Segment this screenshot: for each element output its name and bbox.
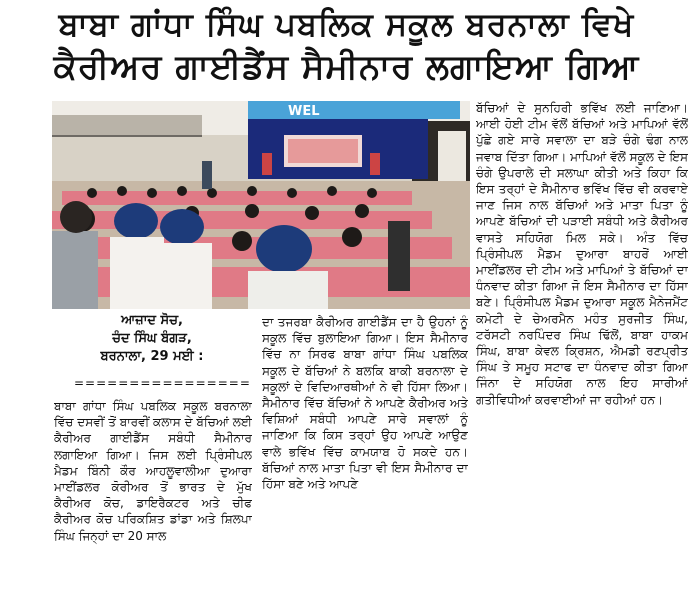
turban-3 [256,225,312,273]
banner-text: WEL [288,104,320,119]
article-text-3: ਬੱਚਿਆਂ ਦੇ ਸੁਨਹਿਰੀ ਭਵਿੱਖ ਲਈ ਜਾਣਿਆ। ਆਈ ਹੋਈ ਟੀਮ ਵੱਲੋਂ ਬੱਚਿਆਂ ਅਤੇ ਮਾਪਿਆਂ ਵੱਲੋਂ ਪੁੱਛੇ ਗਏ ਸਾਰੇ ਸਵਾਲਾ ਦਾ ਬੜੇ ਚੰਗੇ ਢੰਗ ਨਾਲ ਜਵਾਬ ਦਿੱਤਾ ਗਿਆ। ਮਾਪਿਆਂ ਵੱਲੋਂ ਸਕੂਲ ਦੇ ਇਸ ਚੰਗੇ ਉਪਰਾਲੇ ਦੀ ਸਲਾਘਾ ਕੀਤੀ ਅਤੇ ਕਿਹਾ ਕਿ ਇਸ ਤਰ੍ਹਾਂ ਦੇ ਸੈਮੀਨਾਰ ਭਵਿੱਖ ਵਿੱਚ ਵੀ ਕਰਵਾਏ ਜਾਣ ਜਿਸ ਨਾਲ ਬੱਚਿਆਂ ਅਤੇ ਮਾਤਾ ਪਿਤਾ ਨੂੰ ਆਪਣੇ ਬੱਚਿਆਂ ਦੀ ਪੜਾਈ ਸਬੰਧੀ ਅਤੇ ਕੈਰੀਅਰ ਵਾਸਤੇ ਸਹਿਯੋਗ ਮਿਲ ਸਕੇ। ਅੰਤ ਵਿੱਚ ਪ੍ਰਿੰਸੀਪਲ ਮੈਡਮ ਦੁਆਰਾ ਬਾਹਰੋਂ ਆਈ ਮਾਈਂਡਲਰ ਦੀ ਟੀਮ ਅਤੇ ਮਾਪਿਆਂ ਤੇ ਬੱਚਿਆਂ ਦਾ ਧੰਨਵਾਦ ਕੀਤਾ ਗਿਆ ਜੋ ਇਸ ਸੈਮੀਨਾਰ ਦਾ ਹਿੱਸਾ ਬਣੇ। ਪ੍ਰਿੰਸੀਪਲ ਮੈਡਮ ਦੁਆਰਾ ਸਕੂਲ ਮੈਨੇਜਮੈਂਟ ਕਮੇਟੀ ਦੇ ਚੇਅਰਮੈਨ ਮਹੰਤ ਸੁਰਜੀਤ ਸਿੰਘ, ਟਰੱਸਟੀ ਨਰਪਿੰਦਰ ਸਿੰਘ ਢਿੱਲੋਂ, ਬਾਬਾ ਹਾਕਮ ਸਿੰਘ, ਬਾਬਾ ਕੇਵਲ ਕ੍ਰਿਸ਼ਨ, ਐਮਡੀ ਰਣਪ੍ਰੀਤ ਸਿੰਘ ਤੇ ਸਮੂਹ ਸਟਾਫ ਦਾ ਧੰਨਵਾਦ ਕੀਤਾ ਗਿਆ ਜਿੰਨਾ ਦੇ ਸਹਿਯੋਗ ਨਾਲ ਇਹ ਸਾਰੀਆਂ ਗਤੀਵਿਧੀਆਂ ਕਰਵਾਈਆਂ ਜਾ ਰਹੀਆਂ ਹਨ। [476,101,688,407]
article-text-1: ਬਾਬਾ ਗਾਂਧਾ ਸਿੰਘ ਪਬਲਿਕ ਸਕੂਲ ਬਰਨਾਲਾ ਵਿੱਚ ਦਸਵੀਂ ਤੋਂ ਬਾਰਵੀਂ ਕਲਾਸ ਦੇ ਬੱਚਿਆਂ ਲਈ ਕੈਰੀਅਰ ਗਾਈਡੈਂਸ ਸਬੰਧੀ ਸੈਮੀਨਾਰ ਲਗਾਇਆ ਗਿਆ। ਜਿਸ ਲਈ ਪ੍ਰਿੰਸੀਪਲ ਮੈਡਮ ਬਿੰਨੀ ਕੌਰ ਆਹਲੂਵਾਲੀਆ ਦੁਆਰਾ ਮਾਈਂਡਲਰ ਕੋਰੀਅਰ ਤੋਂ ਭਾਰਤ ਦੇ ਮੁੱਖ ਕੈਰੀਅਰ ਕੋਚ, ਡਾਇਰੈਕਟਰ ਅਤੇ ਚੀਫ ਕੈਰੀਅਰ ਕੋਚ ਪਰਿਕਸ਼ਿਤ ਡਾਂਡਾ ਅਤੇ ਸ਼ਿਲਪਾ ਸਿੰਘ ਜਿਨ੍ਹਾਂ ਦਾ 20 ਸਾਲ [54,399,252,543]
headline-line-1: ਬਾਬਾ ਗਾਂਧਾ ਸਿੰਘ ਪਬਲਿਕ ਸਕੂਲ ਬਰਨਾਲਾ ਵਿਖੇ [58,5,635,43]
turban-1 [114,203,158,239]
welcome-banner [248,101,460,119]
turban-2 [160,209,204,245]
dateline-author: ਚੰਦ ਸਿੰਘ ਬੰਗੜ, [112,331,192,346]
seminar-photo-illustration [52,101,470,309]
article-column-3 [476,100,688,610]
headline-line-2: ਕੈਰੀਅਰ ਗਾਈਡੈਂਸ ਸੈਮੀਨਾਰ ਲਗਾਇਆ ਗਿਆ [53,47,640,87]
dateline-source: ਆਜ਼ਾਦ ਸੋਚ, [121,313,183,328]
seminar-photo [52,101,470,309]
article-column-2 [262,314,468,612]
article-column-1 [54,398,252,608]
article-text-2: ਦਾ ਤਜਰਬਾ ਕੈਰੀਅਰ ਗਾਈਡੈਂਸ ਦਾ ਹੈ ਉਹਨਾਂ ਨੂੰ ਸਕੂਲ ਵਿੱਚ ਬੁਲਾਇਆ ਗਿਆ। ਇਸ ਸੈਮੀਨਾਰ ਵਿੱਚ ਨਾ ਸਿਰਫ ਬਾਬਾ ਗਾਂਧਾ ਸਿੰਘ ਪਬਲਿਕ ਸਕੂਲ ਦੇ ਬੱਚਿਆਂ ਨੇ ਬਲਕਿ ਬਾਕੀ ਬਰਨਾਲਾ ਦੇ ਸਕੂਲਾਂ ਦੇ ਵਿਦਿਆਰਥੀਆਂ ਨੇ ਵੀ ਹਿੱਸਾ ਲਿਆ। ਸੈਮੀਨਾਰ ਵਿੱਚ ਬੱਚਿਆਂ ਨੇ ਆਪਣੇ ਕੈਰੀਅਰ ਅਤੇ ਵਿਸ਼ਿਆਂ ਸਬੰਧੀ ਆਪਣੇ ਸਾਰੇ ਸਵਾਲਾਂ ਨੂੰ ਜਾਣਿਆ ਕਿ ਕਿਸ ਤਰ੍ਹਾਂ ਉਹ ਆਪਣੇ ਆਉਣ ਵਾਲੇ ਭਵਿੱਖ ਵਿੱਚ ਕਾਮਯਾਬ ਹੋ ਸਕਦੇ ਹਨ। ਬੱਚਿਆਂ ਨਾਲ ਮਾਤਾ ਪਿਤਾ ਵੀ ਇਸ ਸੈਮੀਨਾਰ ਦਾ ਹਿੱਸਾ ਬਣੇ ਅਤੇ ਆਪਣੇ [262,315,468,492]
dateline-place-date: ਬਰਨਾਲਾ, 29 ਮਈ : [100,349,204,364]
dateline [52,312,252,366]
separator-line: ================ [74,376,251,390]
